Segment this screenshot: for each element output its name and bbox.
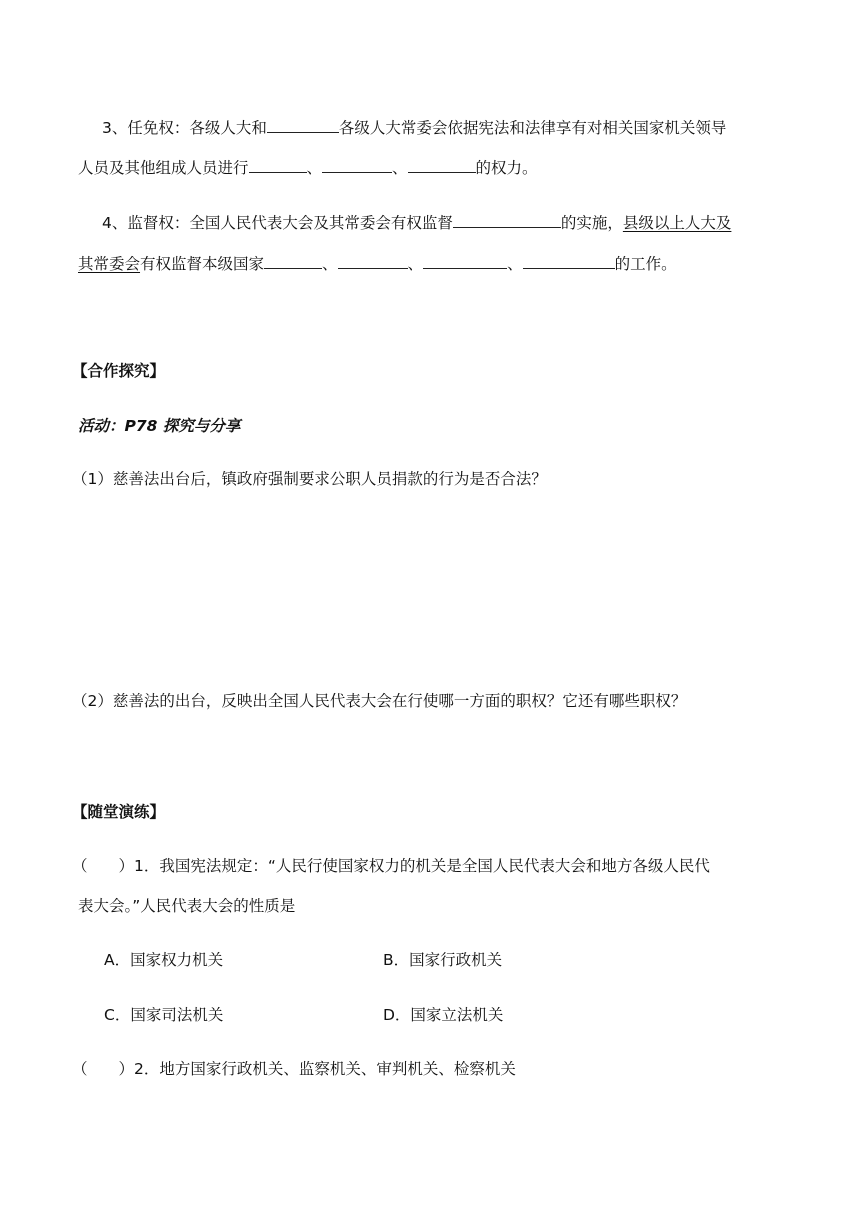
- activity-heading: 活动：P78 探究与分享: [78, 417, 241, 435]
- item3-line1: [102, 118, 726, 138]
- item3-mid: 各级人大常委会依据宪法和法律享有对相关国家机关领导: [338, 119, 727, 137]
- item4-blank-2[interactable]: [264, 254, 322, 269]
- item4-blank-3[interactable]: [338, 254, 408, 269]
- item4-blank-4[interactable]: [423, 254, 507, 269]
- mc2-stem-line1: （ ）2．地方国家行政机关、监察机关、审判机关、检察机关: [72, 1060, 516, 1078]
- item3-blank-2[interactable]: [249, 158, 307, 173]
- item4-prefix: 4、监督权：全国人民代表大会及其常委会有权监督: [102, 214, 453, 232]
- mc1-option-b[interactable]: B．国家行政机关: [383, 951, 503, 969]
- mc1-option-d[interactable]: D．国家立法机关: [383, 1006, 504, 1024]
- mc1-stem-line2: 表大会。”人民代表大会的性质是: [78, 897, 296, 915]
- section-cooperate-heading: 【合作探究】: [72, 362, 166, 380]
- mc1-stem-line1: （ ）1．我国宪法规定：“人民行使国家权力的机关是全国人民代表大会和地方各级人民代: [72, 857, 710, 875]
- item4-blank-5[interactable]: [523, 254, 615, 269]
- item4-line2: [78, 254, 677, 274]
- sep: 、: [306, 159, 323, 177]
- item4-underlined-text: 县级以上人大及: [622, 214, 732, 232]
- sep: 、: [407, 255, 424, 273]
- question-1: （1）慈善法出台后，镇政府强制要求公职人员捐款的行为是否合法？: [72, 470, 547, 488]
- item3-prefix: 3、任免权：各级人大和: [102, 119, 267, 137]
- mc1-option-c[interactable]: C．国家司法机关: [104, 1006, 224, 1024]
- item3-blank-1[interactable]: [267, 118, 339, 133]
- item4-line2-text: 有权监督本级国家: [140, 255, 265, 273]
- item4-line2-underlined: 其常委会: [78, 255, 141, 273]
- item4-blank-1[interactable]: [453, 213, 561, 228]
- item3-blank-3[interactable]: [322, 158, 392, 173]
- mc1-option-a[interactable]: A．国家权力机关: [104, 951, 224, 969]
- sep: 、: [322, 255, 338, 273]
- item3-suffix: 的权力。: [475, 159, 538, 177]
- item3-line2-prefix: 人员及其他组成人员进行: [78, 159, 249, 177]
- item4-line1: [102, 213, 731, 233]
- item4-suffix: 的工作。: [614, 255, 677, 273]
- item3-line2: [78, 158, 538, 178]
- section-practice-heading: 【随堂演练】: [72, 803, 166, 821]
- sep: 、: [392, 159, 408, 177]
- question-2: （2）慈善法的出台，反映出全国人民代表大会在行使哪一方面的职权？它还有哪些职权？: [72, 692, 687, 710]
- sep: 、: [507, 255, 523, 273]
- item3-blank-4[interactable]: [408, 158, 476, 173]
- item4-mid: 的实施，: [560, 214, 623, 232]
